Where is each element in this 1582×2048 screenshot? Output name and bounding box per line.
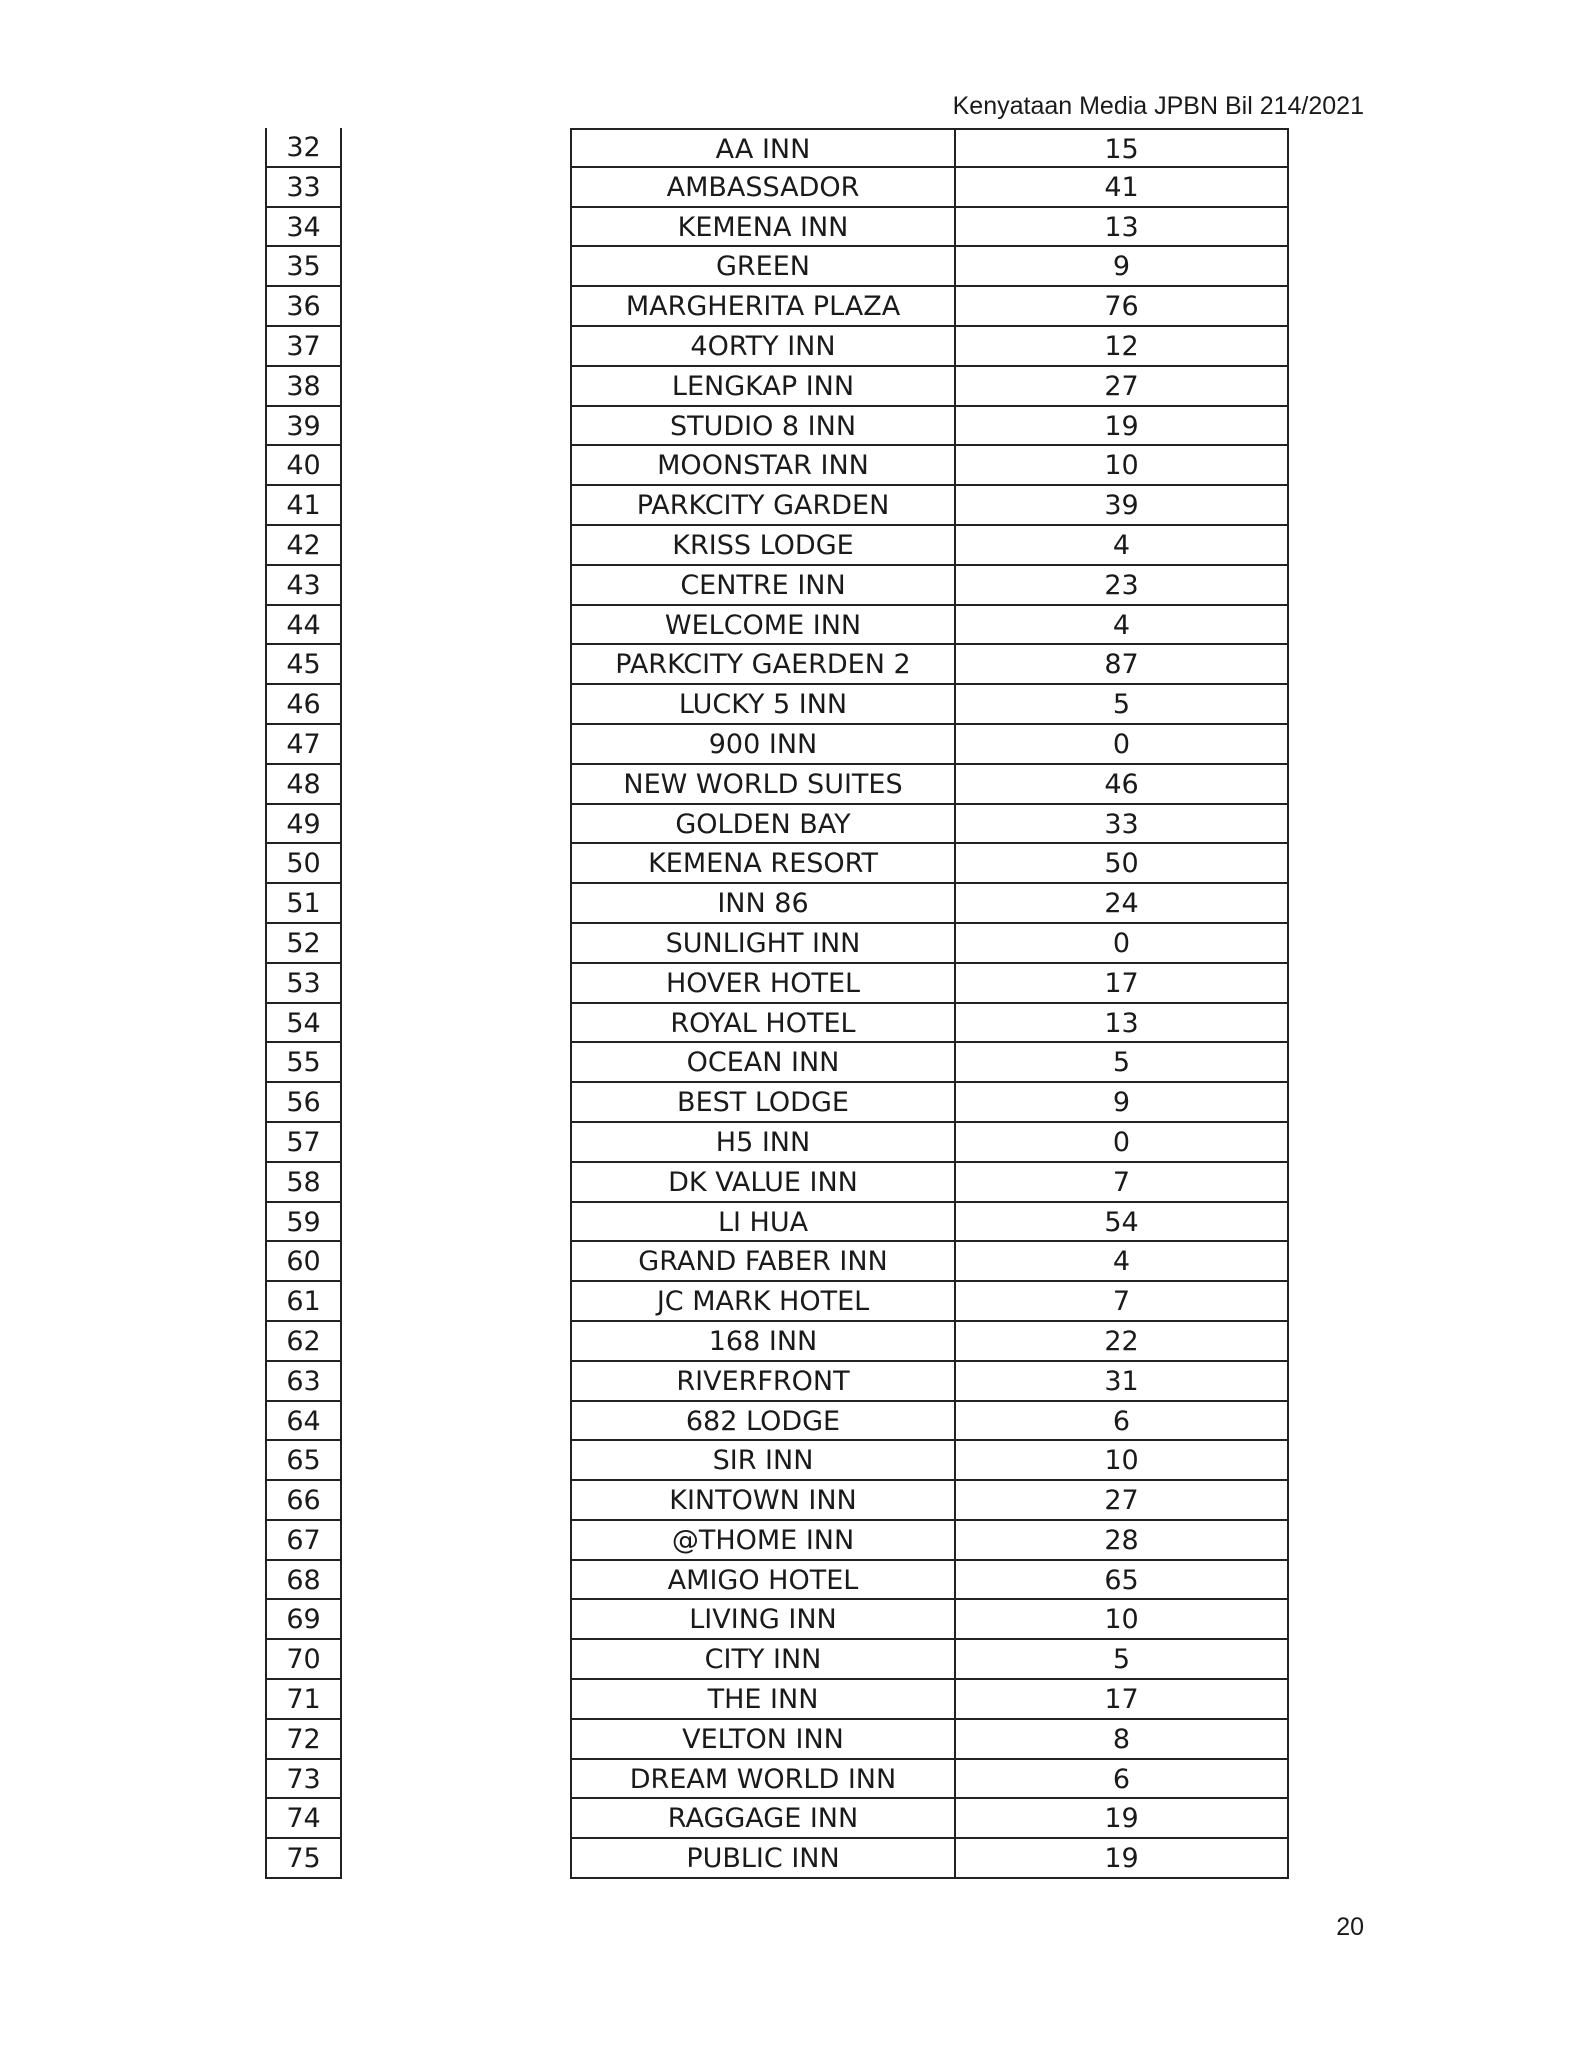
row-number-cell: 40 — [265, 446, 342, 486]
row-number-cell: 69 — [265, 1600, 342, 1640]
hotel-name-cell: DK VALUE INN — [570, 1163, 954, 1203]
empty-cell — [342, 1799, 570, 1839]
hotel-name-cell: RAGGAGE INN — [570, 1799, 954, 1839]
row-number-cell: 44 — [265, 606, 342, 646]
hotel-name-cell: 682 LODGE — [570, 1402, 954, 1442]
count-cell: 19 — [954, 407, 1289, 447]
hotel-name-cell: MARGHERITA PLAZA — [570, 287, 954, 327]
table-row — [0, 805, 1582, 845]
row-number-cell: 46 — [265, 685, 342, 725]
row-number-cell: 42 — [265, 526, 342, 566]
table-row — [0, 327, 1582, 367]
empty-cell — [342, 725, 570, 765]
hotel-name-cell: AA INN — [570, 128, 954, 168]
hotel-name-cell: LI HUA — [570, 1203, 954, 1243]
hotel-name-cell: HOVER HOTEL — [570, 964, 954, 1004]
count-cell: 7 — [954, 1282, 1289, 1322]
row-number-cell: 71 — [265, 1680, 342, 1720]
empty-cell — [342, 1720, 570, 1760]
empty-cell — [342, 685, 570, 725]
empty-cell — [342, 367, 570, 407]
count-cell: 10 — [954, 1600, 1289, 1640]
count-cell: 22 — [954, 1322, 1289, 1362]
row-number-cell: 37 — [265, 327, 342, 367]
table-row — [0, 844, 1582, 884]
hotel-name-cell: @THOME INN — [570, 1521, 954, 1561]
table-row — [0, 1043, 1582, 1083]
count-cell: 33 — [954, 805, 1289, 845]
hotel-name-cell: CITY INN — [570, 1640, 954, 1680]
empty-cell — [342, 1839, 570, 1879]
hotel-name-cell: 168 INN — [570, 1322, 954, 1362]
table-row — [0, 526, 1582, 566]
hotel-name-cell: LIVING INN — [570, 1600, 954, 1640]
row-number-cell: 56 — [265, 1083, 342, 1123]
empty-cell — [342, 1004, 570, 1044]
count-cell: 7 — [954, 1163, 1289, 1203]
empty-cell — [342, 1322, 570, 1362]
count-cell: 15 — [954, 128, 1289, 168]
table-row — [0, 367, 1582, 407]
count-cell: 6 — [954, 1402, 1289, 1442]
count-cell: 4 — [954, 606, 1289, 646]
row-number-cell: 64 — [265, 1402, 342, 1442]
row-number-cell: 65 — [265, 1441, 342, 1481]
row-number-cell: 72 — [265, 1720, 342, 1760]
count-cell: 19 — [954, 1799, 1289, 1839]
table-row — [0, 1123, 1582, 1163]
table-row — [0, 1600, 1582, 1640]
count-cell: 0 — [954, 1123, 1289, 1163]
empty-cell — [342, 645, 570, 685]
hotel-name-cell: GRAND FABER INN — [570, 1242, 954, 1282]
table-row — [0, 1561, 1582, 1601]
table-row — [0, 884, 1582, 924]
table-row — [0, 645, 1582, 685]
hotel-name-cell: AMIGO HOTEL — [570, 1561, 954, 1601]
empty-cell — [342, 1561, 570, 1601]
empty-cell — [342, 208, 570, 248]
table-row — [0, 1760, 1582, 1800]
hotel-name-cell: LENGKAP INN — [570, 367, 954, 407]
row-number-cell: 73 — [265, 1760, 342, 1800]
empty-cell — [342, 1123, 570, 1163]
empty-cell — [342, 765, 570, 805]
empty-cell — [342, 486, 570, 526]
hotel-name-cell: PARKCITY GARDEN — [570, 486, 954, 526]
count-cell: 39 — [954, 486, 1289, 526]
document-header: Kenyataan Media JPBN Bil 214/2021 — [952, 92, 1364, 120]
table-row — [0, 1362, 1582, 1402]
empty-cell — [342, 1481, 570, 1521]
hotel-name-cell: CENTRE INN — [570, 566, 954, 606]
table-row — [0, 1441, 1582, 1481]
table-row — [0, 247, 1582, 287]
hotel-name-cell: PARKCITY GAERDEN 2 — [570, 645, 954, 685]
table-row — [0, 725, 1582, 765]
count-cell: 24 — [954, 884, 1289, 924]
empty-cell — [342, 1441, 570, 1481]
count-cell: 5 — [954, 1640, 1289, 1680]
count-cell: 28 — [954, 1521, 1289, 1561]
count-cell: 9 — [954, 247, 1289, 287]
hotel-name-cell: STUDIO 8 INN — [570, 407, 954, 447]
count-cell: 76 — [954, 287, 1289, 327]
row-number-cell: 70 — [265, 1640, 342, 1680]
row-number-cell: 38 — [265, 367, 342, 407]
hotel-name-cell: GREEN — [570, 247, 954, 287]
hotel-name-cell: AMBASSADOR — [570, 168, 954, 208]
row-number-cell: 35 — [265, 247, 342, 287]
table-row — [0, 486, 1582, 526]
table-row — [0, 1083, 1582, 1123]
table-row — [0, 1799, 1582, 1839]
count-cell: 9 — [954, 1083, 1289, 1123]
count-cell: 87 — [954, 645, 1289, 685]
hotel-name-cell: 900 INN — [570, 725, 954, 765]
row-number-cell: 34 — [265, 208, 342, 248]
row-number-cell: 59 — [265, 1203, 342, 1243]
table-row — [0, 1720, 1582, 1760]
empty-cell — [342, 964, 570, 1004]
empty-cell — [342, 844, 570, 884]
empty-cell — [342, 287, 570, 327]
row-number-cell: 61 — [265, 1282, 342, 1322]
hotel-name-cell: KEMENA INN — [570, 208, 954, 248]
row-number-cell: 33 — [265, 168, 342, 208]
table-row — [0, 1004, 1582, 1044]
empty-cell — [342, 247, 570, 287]
row-number-cell: 57 — [265, 1123, 342, 1163]
row-number-cell: 62 — [265, 1322, 342, 1362]
row-number-cell: 60 — [265, 1242, 342, 1282]
empty-cell — [342, 1760, 570, 1800]
hotel-name-cell: NEW WORLD SUITES — [570, 765, 954, 805]
count-cell: 65 — [954, 1561, 1289, 1601]
count-cell: 6 — [954, 1760, 1289, 1800]
count-cell: 41 — [954, 168, 1289, 208]
empty-cell — [342, 446, 570, 486]
empty-cell — [342, 1083, 570, 1123]
hotel-name-cell: PUBLIC INN — [570, 1839, 954, 1879]
count-cell: 46 — [954, 765, 1289, 805]
row-number-cell: 39 — [265, 407, 342, 447]
row-number-cell: 32 — [265, 128, 342, 168]
page-number: 20 — [1336, 1913, 1364, 1941]
row-number-cell: 43 — [265, 566, 342, 606]
count-cell: 54 — [954, 1203, 1289, 1243]
row-number-cell: 63 — [265, 1362, 342, 1402]
empty-cell — [342, 884, 570, 924]
table-row — [0, 1242, 1582, 1282]
empty-cell — [342, 1680, 570, 1720]
hotel-name-cell: VELTON INN — [570, 1720, 954, 1760]
count-cell: 0 — [954, 924, 1289, 964]
empty-cell — [342, 1242, 570, 1282]
count-cell: 10 — [954, 1441, 1289, 1481]
row-number-cell: 58 — [265, 1163, 342, 1203]
table-row — [0, 168, 1582, 208]
count-cell: 10 — [954, 446, 1289, 486]
empty-cell — [342, 1282, 570, 1322]
count-cell: 31 — [954, 1362, 1289, 1402]
hotel-name-cell: BEST LODGE — [570, 1083, 954, 1123]
table-row — [0, 1203, 1582, 1243]
hotel-name-cell: THE INN — [570, 1680, 954, 1720]
empty-cell — [342, 924, 570, 964]
empty-cell — [342, 1402, 570, 1442]
empty-cell — [342, 1600, 570, 1640]
count-cell: 23 — [954, 566, 1289, 606]
empty-cell — [342, 168, 570, 208]
empty-cell — [342, 1521, 570, 1561]
hotel-name-cell: KINTOWN INN — [570, 1481, 954, 1521]
hotel-name-cell: GOLDEN BAY — [570, 805, 954, 845]
hotel-name-cell: RIVERFRONT — [570, 1362, 954, 1402]
table-row — [0, 1282, 1582, 1322]
count-cell: 50 — [954, 844, 1289, 884]
row-number-cell: 74 — [265, 1799, 342, 1839]
count-cell: 17 — [954, 1680, 1289, 1720]
count-cell: 13 — [954, 1004, 1289, 1044]
row-number-cell: 52 — [265, 924, 342, 964]
row-number-cell: 66 — [265, 1481, 342, 1521]
empty-cell — [342, 407, 570, 447]
empty-cell — [342, 128, 570, 168]
count-cell: 13 — [954, 208, 1289, 248]
row-number-cell: 75 — [265, 1839, 342, 1879]
count-cell: 19 — [954, 1839, 1289, 1879]
table-row — [0, 1402, 1582, 1442]
row-number-cell: 55 — [265, 1043, 342, 1083]
table-row — [0, 407, 1582, 447]
empty-cell — [342, 805, 570, 845]
hotel-name-cell: INN 86 — [570, 884, 954, 924]
count-cell: 5 — [954, 685, 1289, 725]
row-number-cell: 51 — [265, 884, 342, 924]
table-row — [0, 964, 1582, 1004]
row-number-cell: 67 — [265, 1521, 342, 1561]
table-row — [0, 1521, 1582, 1561]
table-row — [0, 208, 1582, 248]
table-row — [0, 287, 1582, 327]
table-row — [0, 1680, 1582, 1720]
row-number-cell: 53 — [265, 964, 342, 1004]
row-number-cell: 36 — [265, 287, 342, 327]
table-row — [0, 685, 1582, 725]
hotel-name-cell: OCEAN INN — [570, 1043, 954, 1083]
count-cell: 4 — [954, 1242, 1289, 1282]
count-cell: 27 — [954, 367, 1289, 407]
table-row — [0, 1163, 1582, 1203]
count-cell: 27 — [954, 1481, 1289, 1521]
hotel-name-cell: H5 INN — [570, 1123, 954, 1163]
row-number-cell: 49 — [265, 805, 342, 845]
hotel-name-cell: ROYAL HOTEL — [570, 1004, 954, 1044]
count-cell: 4 — [954, 526, 1289, 566]
table-row — [0, 1839, 1582, 1879]
count-cell: 0 — [954, 725, 1289, 765]
row-number-cell: 45 — [265, 645, 342, 685]
table-row — [0, 765, 1582, 805]
hotel-name-cell: LUCKY 5 INN — [570, 685, 954, 725]
empty-cell — [342, 1640, 570, 1680]
hotel-name-cell: KEMENA RESORT — [570, 844, 954, 884]
row-number-cell: 48 — [265, 765, 342, 805]
count-cell: 12 — [954, 327, 1289, 367]
row-number-cell: 68 — [265, 1561, 342, 1601]
hotel-table — [0, 128, 1582, 1879]
table-row — [0, 128, 1582, 168]
table-row — [0, 1322, 1582, 1362]
count-cell: 5 — [954, 1043, 1289, 1083]
table-row — [0, 566, 1582, 606]
table-row — [0, 924, 1582, 964]
empty-cell — [342, 1362, 570, 1402]
empty-cell — [342, 526, 570, 566]
row-number-cell: 54 — [265, 1004, 342, 1044]
hotel-name-cell: MOONSTAR INN — [570, 446, 954, 486]
empty-cell — [342, 327, 570, 367]
empty-cell — [342, 606, 570, 646]
hotel-name-cell: WELCOME INN — [570, 606, 954, 646]
empty-cell — [342, 566, 570, 606]
hotel-name-cell: JC MARK HOTEL — [570, 1282, 954, 1322]
hotel-name-cell: KRISS LODGE — [570, 526, 954, 566]
hotel-name-cell: DREAM WORLD INN — [570, 1760, 954, 1800]
empty-cell — [342, 1163, 570, 1203]
empty-cell — [342, 1043, 570, 1083]
table-row — [0, 446, 1582, 486]
hotel-name-cell: 4ORTY INN — [570, 327, 954, 367]
table-row — [0, 606, 1582, 646]
hotel-name-cell: SIR INN — [570, 1441, 954, 1481]
empty-cell — [342, 1203, 570, 1243]
table-row — [0, 1640, 1582, 1680]
row-number-cell: 50 — [265, 844, 342, 884]
table-row — [0, 1481, 1582, 1521]
row-number-cell: 41 — [265, 486, 342, 526]
count-cell: 17 — [954, 964, 1289, 1004]
row-number-cell: 47 — [265, 725, 342, 765]
hotel-name-cell: SUNLIGHT INN — [570, 924, 954, 964]
count-cell: 8 — [954, 1720, 1289, 1760]
